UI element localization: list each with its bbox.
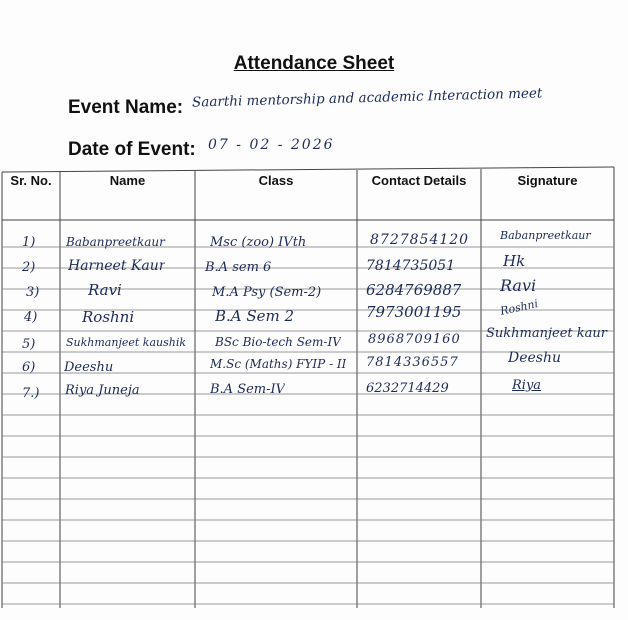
header-sr-no: Sr. No.	[10, 173, 52, 188]
row-2-contact: 7814735051	[366, 258, 456, 274]
row-5-name: Sukhmanjeet kaushik	[66, 336, 187, 349]
row-3-contact: 6284769887	[366, 281, 462, 299]
event-date-label: Date of Event:	[68, 139, 196, 160]
row-1-signature: Babanpreetkaur	[500, 229, 591, 242]
row-3-class: M.A Psy (Sem-2)	[212, 285, 322, 300]
sheet-title: Attendance Sheet	[233, 53, 395, 74]
row-7-sr: 7.)	[22, 386, 40, 401]
event-name-label: Event Name:	[68, 97, 184, 118]
header-contact: Contact Details	[371, 173, 467, 188]
row-3-name: Ravi	[88, 281, 122, 299]
row-6-name: Deeshu	[64, 360, 114, 375]
row-2-signature: Hk	[503, 252, 526, 270]
row-7-name: Riya Juneja	[65, 383, 140, 398]
row-1-sr: 1)	[22, 235, 36, 250]
row-4-signature: Roshni	[499, 297, 540, 318]
row-6-class: M.Sc (Maths) FYIP - II	[210, 357, 347, 371]
row-2-name: Harneet Kaur	[68, 258, 166, 274]
event-name-value: Saarthi mentorship and academic Interaction meet	[191, 85, 543, 111]
row-4-contact: 7973001195	[366, 303, 462, 321]
header-signature: Signature	[517, 173, 578, 188]
row-6-signature: Deeshu	[508, 350, 562, 366]
row-3-sr: 3)	[26, 285, 40, 300]
row-1-class: Msc (zoo) IVth	[210, 235, 307, 250]
row-1-name: Babanpreetkaur	[66, 235, 165, 249]
row-6-sr: 6)	[22, 360, 36, 375]
row-7-contact: 6232714429	[366, 381, 449, 396]
row-4-name: Roshni	[82, 308, 135, 326]
row-5-contact: 8968709160	[368, 332, 461, 347]
row-2-sr: 2)	[22, 260, 36, 275]
row-7-class: B.A Sem-IV	[210, 382, 286, 397]
row-4-sr: 4)	[24, 310, 38, 325]
header-name: Name	[109, 173, 146, 188]
row-2-class: B.A sem 6	[205, 260, 272, 275]
row-3-signature: Ravi	[500, 276, 537, 295]
row-5-sr: 5)	[22, 337, 36, 352]
header-class: Class	[258, 173, 294, 188]
row-5-class: BSc Bio-tech Sem-IV	[215, 335, 341, 349]
row-4-class: B.A Sem 2	[215, 307, 295, 325]
row-1-contact: 8727854120	[370, 232, 470, 248]
row-5-signature: Sukhmanjeet kaur	[486, 326, 607, 341]
row-7-signature: Riya	[512, 378, 542, 393]
row-6-contact: 7814336557	[366, 355, 459, 370]
event-date-value: 07 - 02 - 2026	[208, 137, 335, 153]
